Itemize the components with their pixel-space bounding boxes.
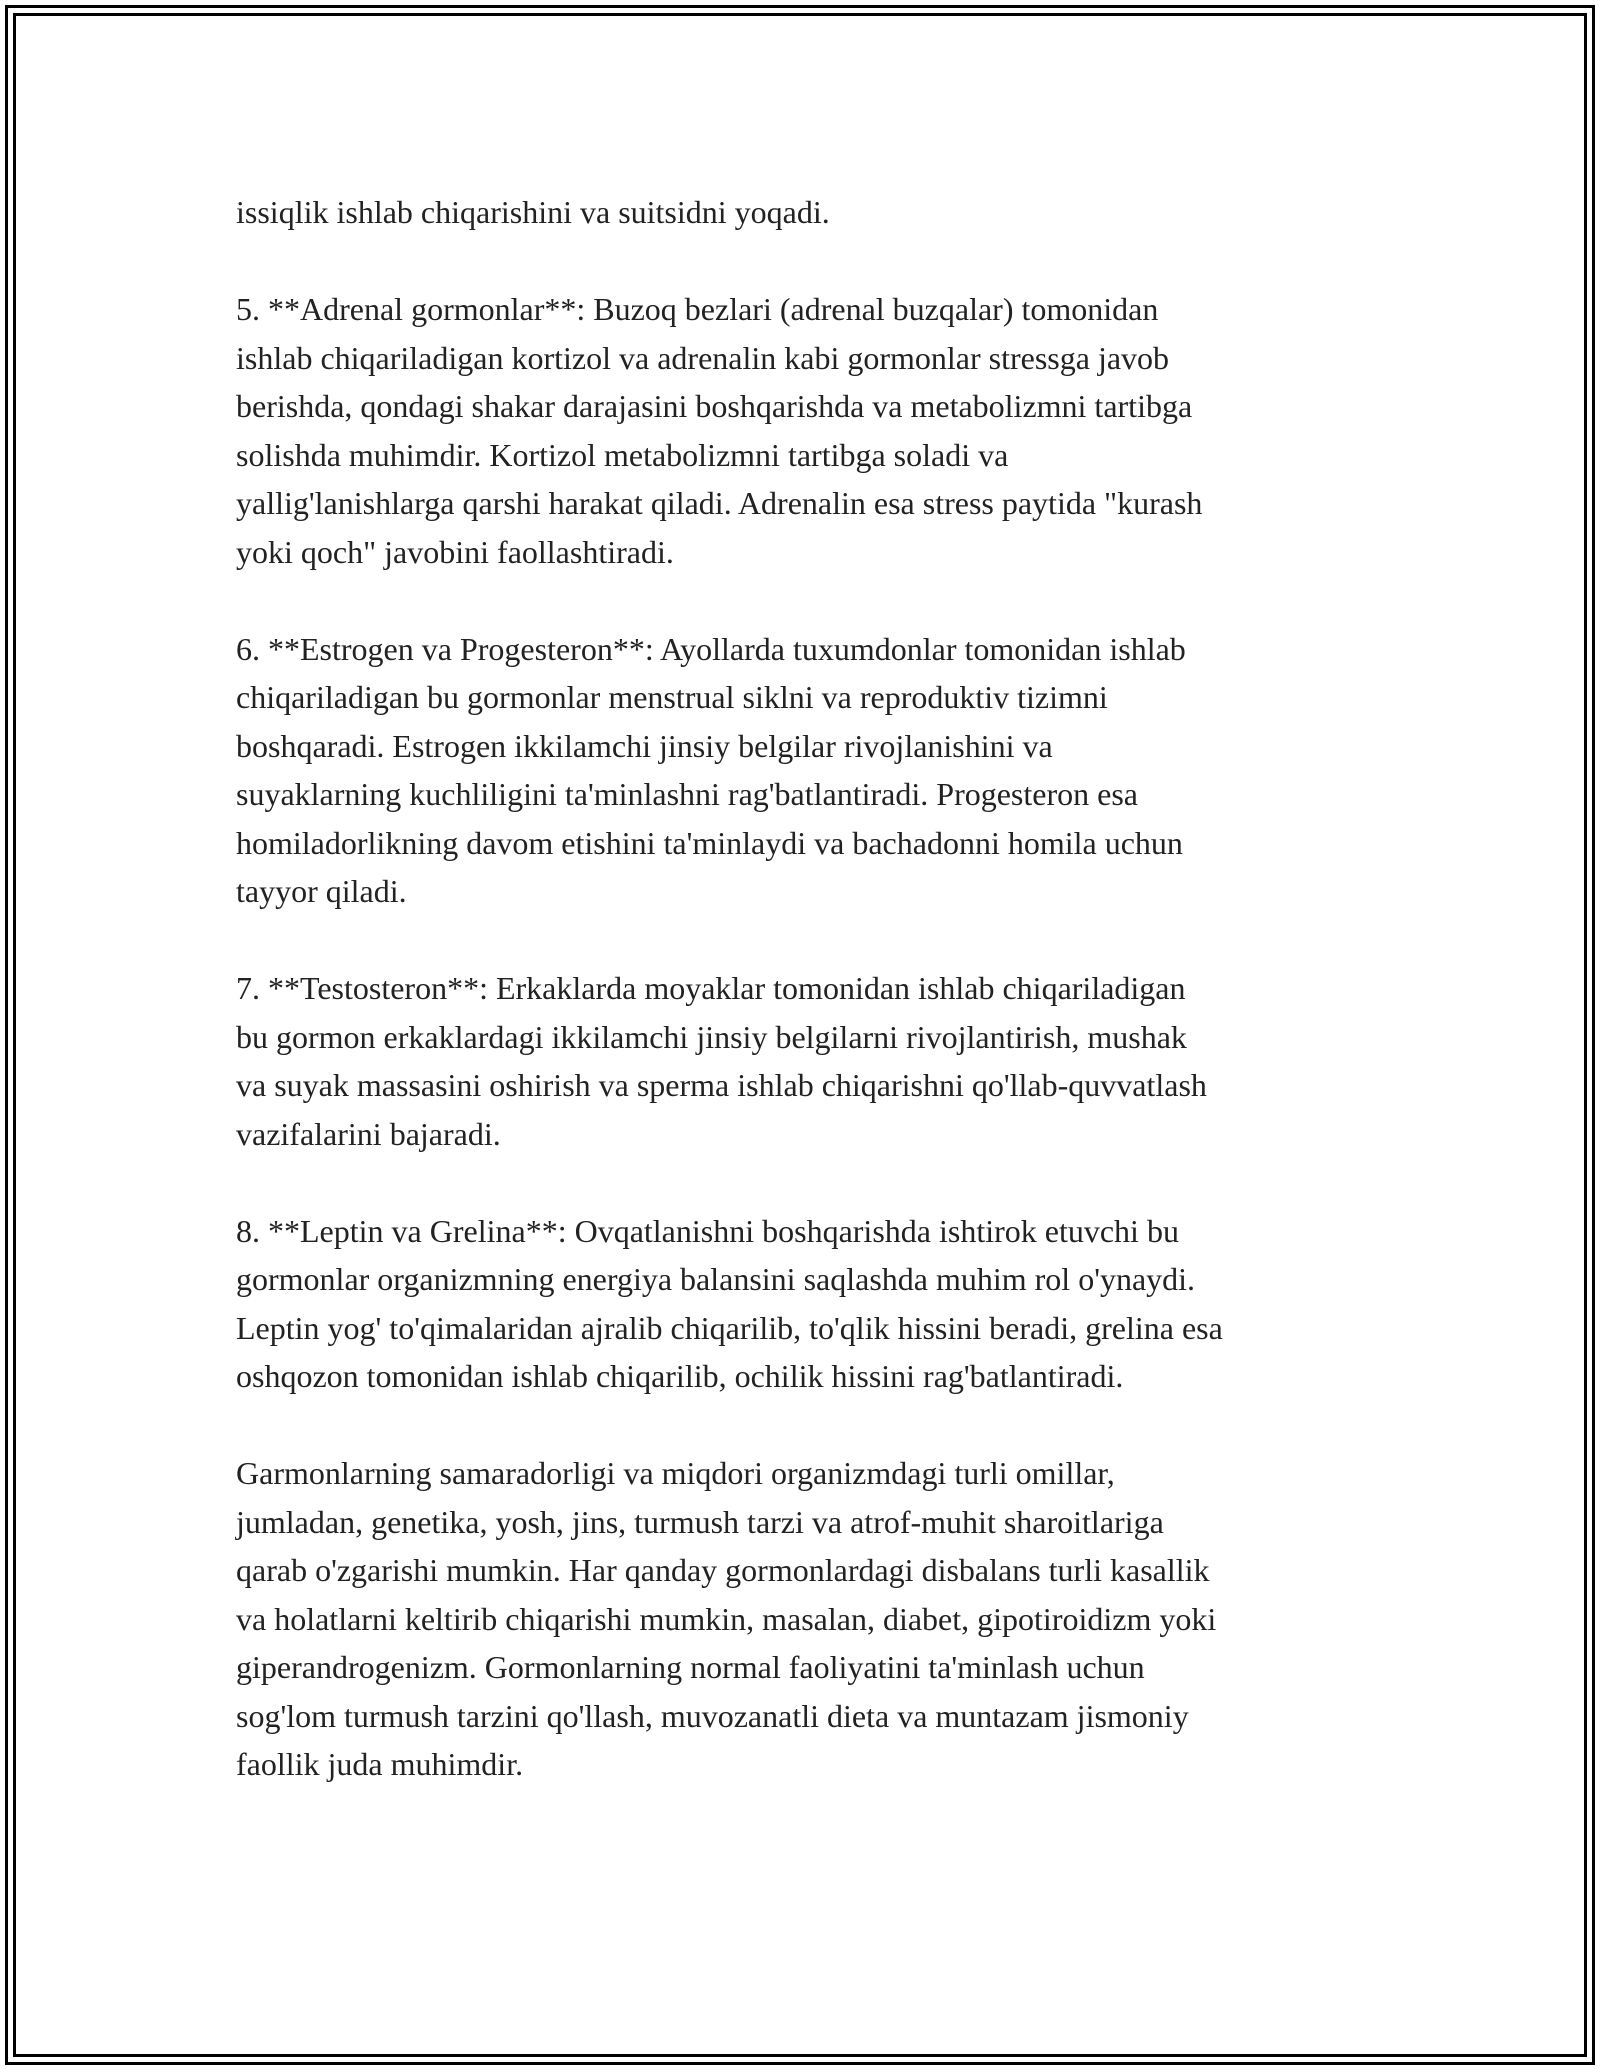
document-body [236,188,1376,1837]
paragraph-leptin-ghrelin: 8. **Leptin va Grelina**: Ovqatlanishni boshqarishda ishtirok etuvchi bu gormonlar organizmning energiya balansini saqlashda muhim rol o'ynaydi. Leptin yog' to'qimalaridan ajralib chiqarilib, to'qlik hissini beradi, grelina esa oshqozon tomonidan ishlab chiqarilib, ochilik hissini rag'batlantiradi. [236,1212,1223,1394]
paragraph-conclusion: Garmonlarning samaradorligi va miqdori organizmdagi turli omillar, jumladan, genetika, yosh, jins, turmush tarzi va atrof-muhit sharoitlariga qarab o'zgarishi mumkin. Har qanday gormonlardagi disbalans turli kasallik va holatlarni keltirib chiqarishi mumkin, masalan, diabet, gipotiroidizm yoki giperandrogenizm. Gormonlarning normal faoliyatini ta'minlash uchun sog'lom turmush tarzini qo'llash, muvozanatli dieta va muntazam jismoniy faollik juda muhimdir. [236,1455,1217,1782]
paragraph-testosterone: 7. **Testosteron**: Erkaklarda moyaklar tomonidan ishlab chiqariladigan bu gormon erkaklardagi ikkilamchi jinsiy belgilarni rivojlantirish, mushak va suyak massasini oshirish va sperma ishlab chiqarishni qo'llab-quvvatlash vazifalarini bajaradi. [236,970,1207,1152]
paragraph-estrogen-progesterone: 6. **Estrogen va Progesteron**: Ayollarda tuxumdonlar tomonidan ishlab chiqariladigan bu gormonlar menstrual siklni va reproduktiv tizimni boshqaradi. Estrogen ikkilamchi jinsiy belgilar rivojlanishini va suyaklarning kuchliligini ta'minlashni rag'batlantiradi. Progesteron esa homiladorlikning davom etishini ta'minlaydi va bachadonni homila uchun tayyor qiladi. [236,630,1186,909]
paragraph-adrenal-hormones: 5. **Adrenal gormonlar**: Buzoq bezlari (adrenal buzqalar) tomonidan ishlab chiqariladigan kortizol va adrenalin kabi gormonlar stressga javob berishda, qondagi shakar darajasini boshqarishda va metabolizmni tartibga solishda muhimdir. Kortizol metabolizmni tartibga soladi va yallig'lanishlarga qarshi harakat qiladi. Adrenalin esa stress paytida "kurash yoki qoch" javobini faollashtiradi. [236,291,1203,570]
paragraph-continuation: issiqlik ishlab chiqarishini va suitsidni yoqadi. [236,194,830,230]
